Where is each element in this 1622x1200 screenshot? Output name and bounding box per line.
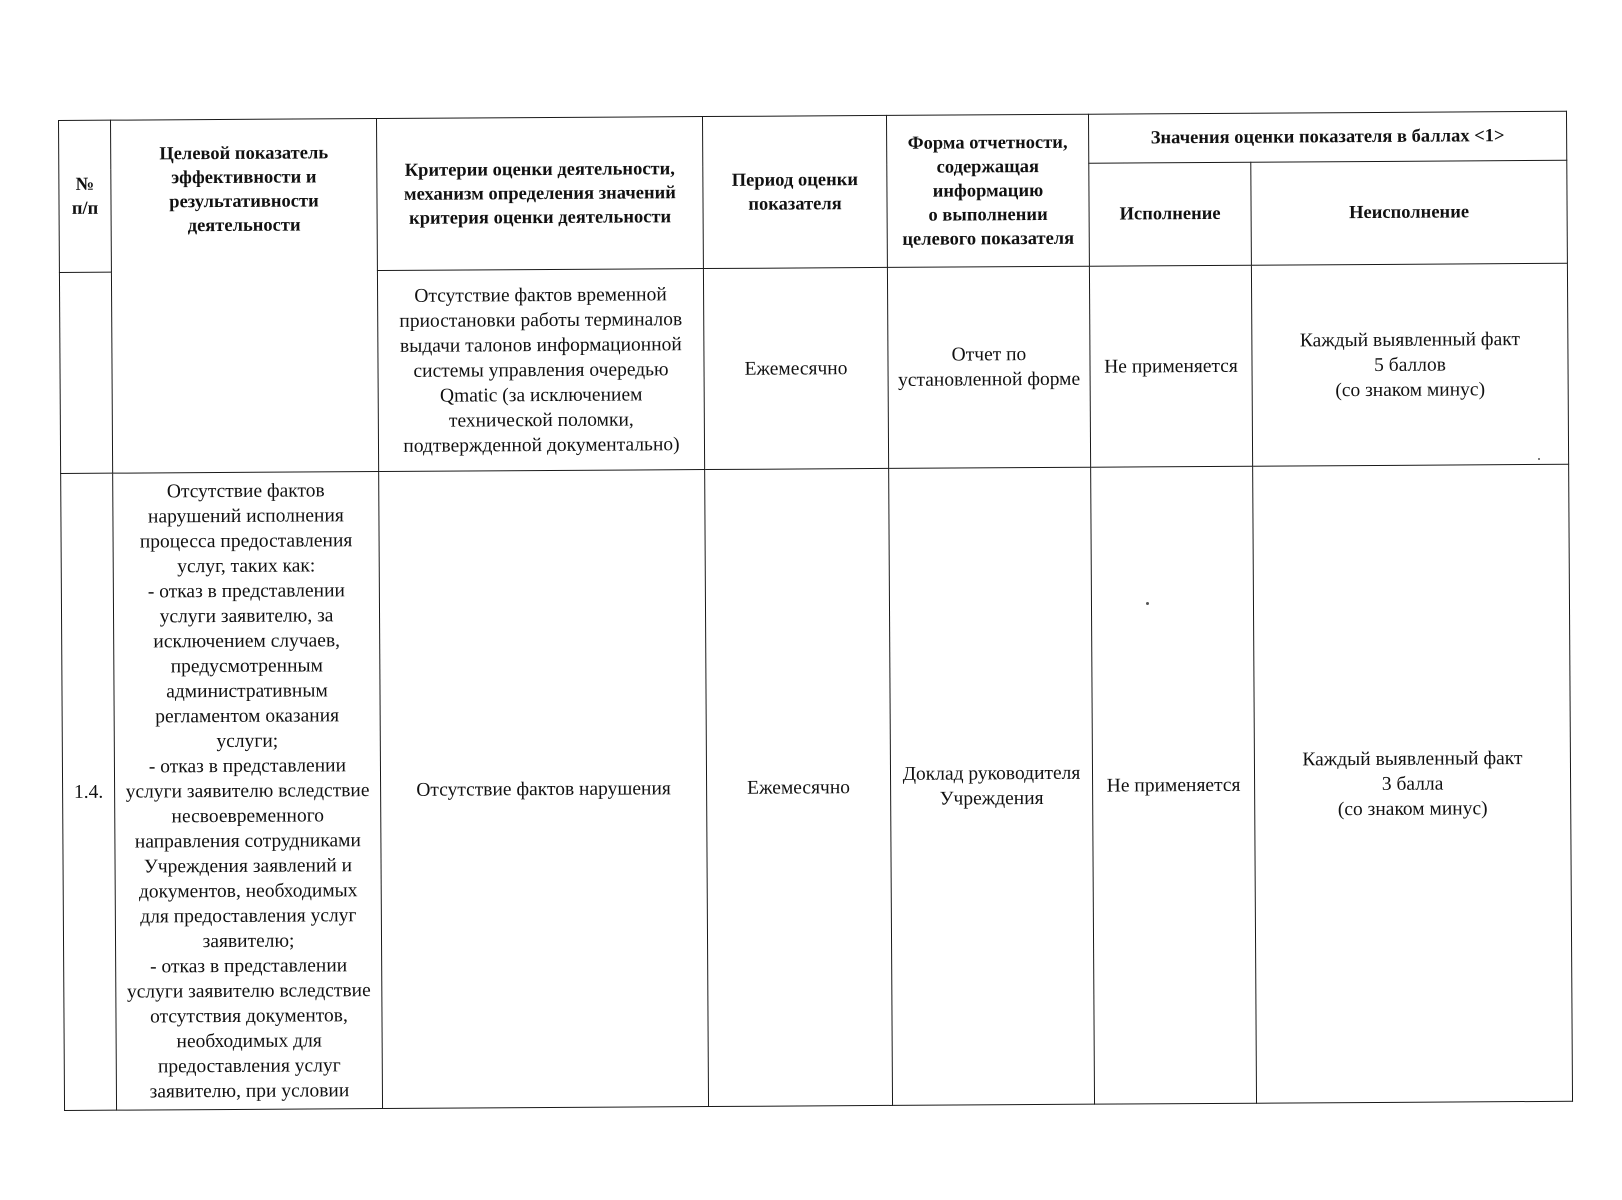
row-indicator-cell: Отсутствие фактов нарушений исполнения процесса предоставления услуг, таких как: - отказ в представлении услуги заявителю, за исключением случаев, предусмотренным административным регламентом оказания услуги; - отказ в представлении услуги заявителю вследствие несвоевременного направления сотрудниками Учреждения заявлений и документов, необходимых для предоставления услуг заявителю; - отказ в представлении услуги заявителю вследствие отсутствия документов, необходимых для предоставления услуг заявителю, при условии [113,472,383,1111]
header-indicator: Целевой показатель эффективности и результативности деятельности [111,119,379,474]
row-period-cell: Ежемесячно [705,468,893,1106]
row-nonperformance-cell: Каждый выявленный факт 3 балла (со знаком минус) [1253,464,1573,1103]
row-performance-cell: Не применяется [1089,265,1252,467]
row-report-form-cell: Доклад руководителя Учреждения [889,467,1095,1105]
row-performance-cell: Не применяется [1091,466,1257,1104]
header-score-group: Значения оценки показателя в баллах <1> [1088,111,1566,163]
scan-speck [1146,602,1149,605]
header-criteria: Критерии оценки деятельности, механизм определения значений критерия оценки деятельности [376,117,703,271]
document-sheet [58,111,1572,1108]
row-num-cell: 1.4. [61,473,117,1110]
table-row [61,464,1573,1110]
row-num-cell [59,272,112,473]
scan-speck [1538,458,1540,460]
row-period-cell: Ежемесячно [703,267,888,469]
header-period: Период оценки показателя [702,115,887,268]
header-performance: Исполнение [1089,162,1252,266]
header-nonperformance: Неисполнение [1251,160,1568,265]
header-num: № п/п [59,120,112,272]
row-criteria-cell: Отсутствие фактов нарушения [379,470,709,1109]
row-report-form-cell: Отчет по установленной форме [887,266,1090,468]
row-criteria-cell: Отсутствие фактов временной приостановки работы терминалов выдачи талонов информационной системы управления очередью Qmatic (за исключением технической поломки, подтвержденной документально) [377,269,704,472]
header-report-form: Форма отчетности, содержащая информацию о выполнении целевого показателя [886,114,1089,267]
evaluation-table [58,111,1573,1111]
row-nonperformance-cell: Каждый выявленный факт 5 баллов (со знаком минус) [1251,263,1568,466]
